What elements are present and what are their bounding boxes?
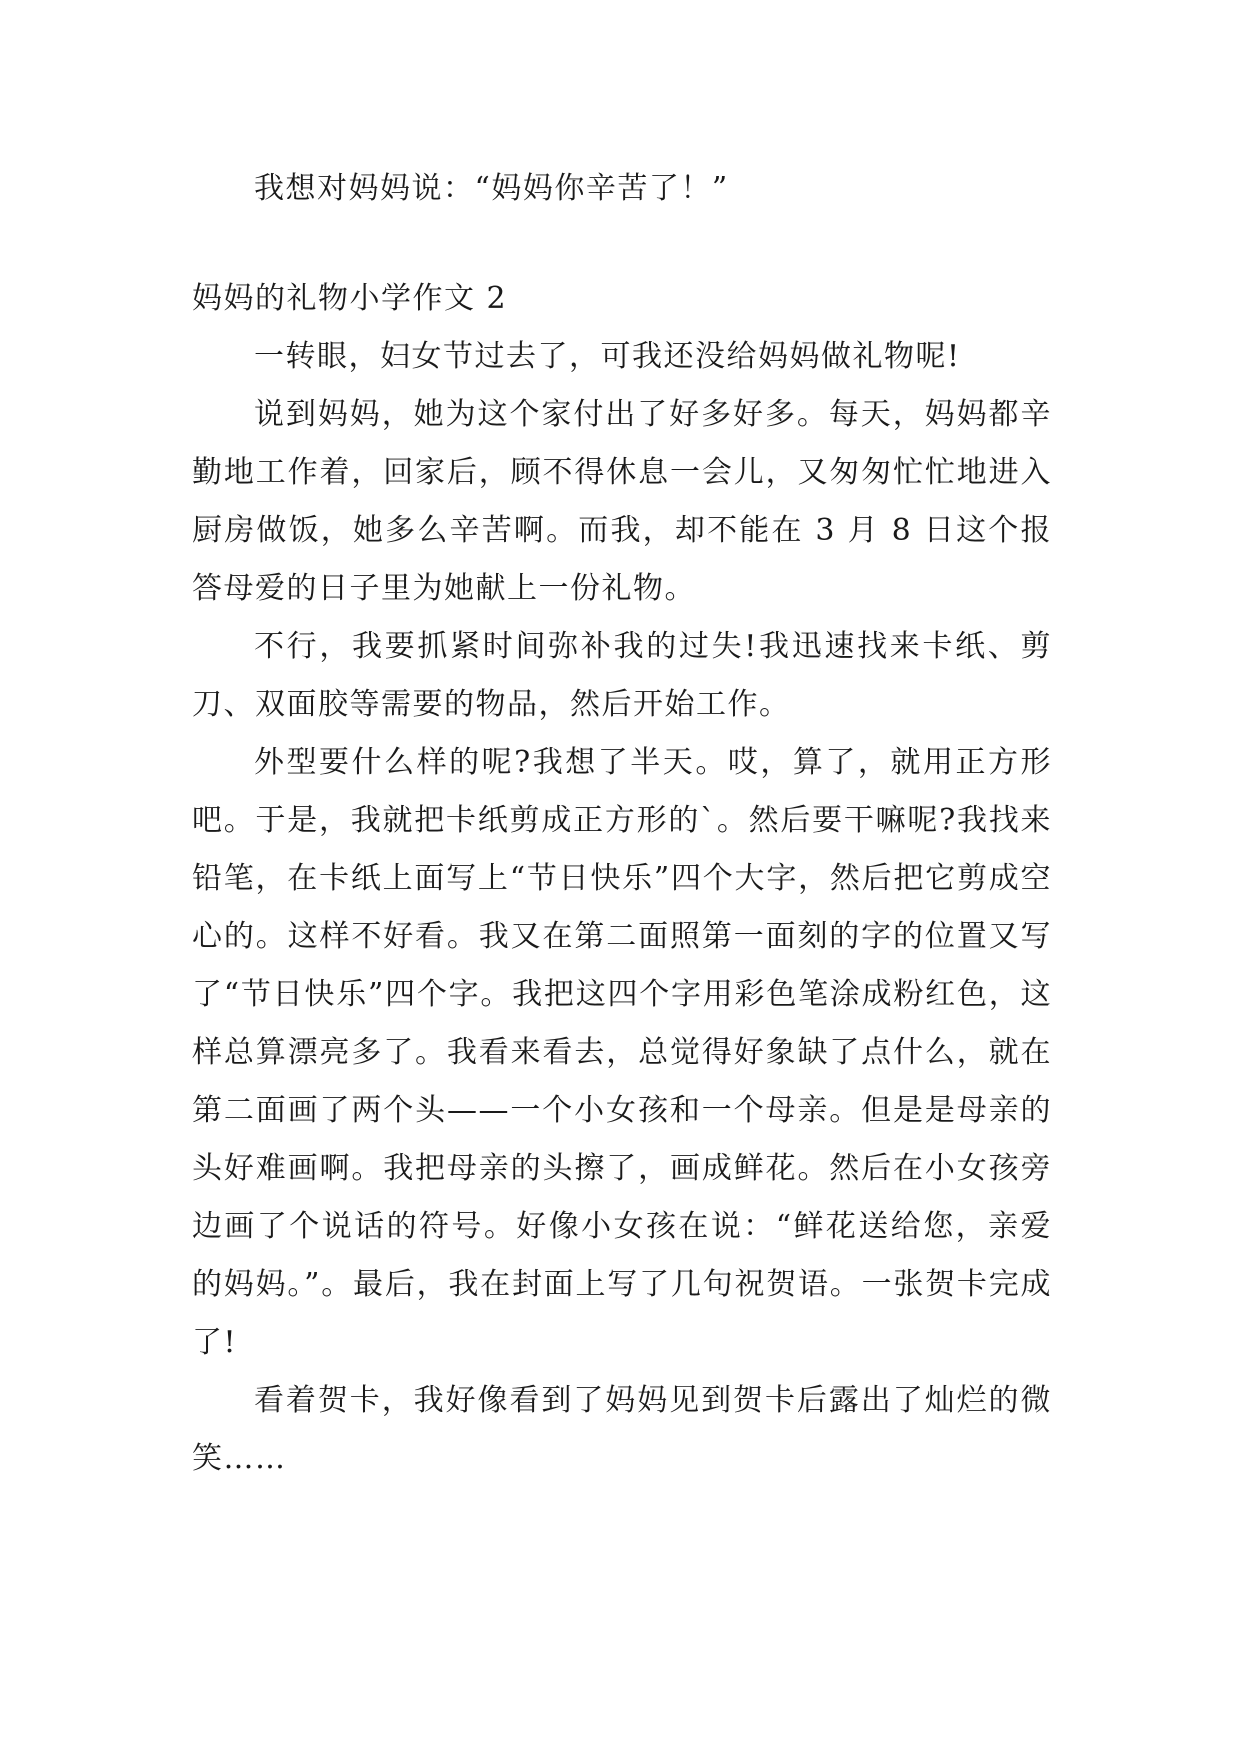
paragraph-3: 不行，我要抓紧时间弥补我的过失!我迅速找来卡纸、剪刀、双面胶等需要的物品，然后开始工作。 xyxy=(192,629,1052,722)
paragraph-5: 看着贺卡，我好像看到了妈妈见到贺卡后露出了灿烂的微笑…… xyxy=(192,1383,1052,1476)
section-gap xyxy=(192,218,1052,270)
paragraph-4: 外型要什么样的呢?我想了半天。哎，算了，就用正方形吧。于是，我就把卡纸剪成正方形的`。然后要干嘛呢?我找来铅笔，在卡纸上面写上“节日快乐”四个大字，然后把它剪成空心的。这样不好看。我又在第二面照第一面刻的字的位置又写了“节日快乐”四个字。我把这四个字用彩色笔涂成粉红色，这样总算漂亮多了。我看来看去，总觉得好象缺了点什么，就在第二面画了两个头——一个小女孩和一个母亲。但是是母亲的头好难画啊。我把母亲的头擦了，画成鲜花。然后在小女孩旁边画了个说话的符号。好像小女孩在说：“鲜花送给您，亲爱的妈妈。”。最后，我在封面上写了几句祝贺语。一张贺卡完成了! xyxy=(192,745,1052,1360)
paragraph-2: 说到妈妈，她为这个家付出了好多好多。每天，妈妈都辛勤地工作着，回家后，顾不得休息一会儿，又匆匆忙忙地进入厨房做饭，她多么辛苦啊。而我，却不能在 3 月 8 日这个报答母爱的日子里为她献上一份礼物。 xyxy=(192,397,1052,606)
essay-title: 妈妈的礼物小学作文 2 xyxy=(192,281,508,316)
closing-line: 我想对妈妈说：“妈妈你辛苦了！” xyxy=(254,171,729,206)
paragraph-1: 一转眼，妇女节过去了，可我还没给妈妈做礼物呢! xyxy=(254,339,961,374)
document-body xyxy=(192,160,1052,1488)
